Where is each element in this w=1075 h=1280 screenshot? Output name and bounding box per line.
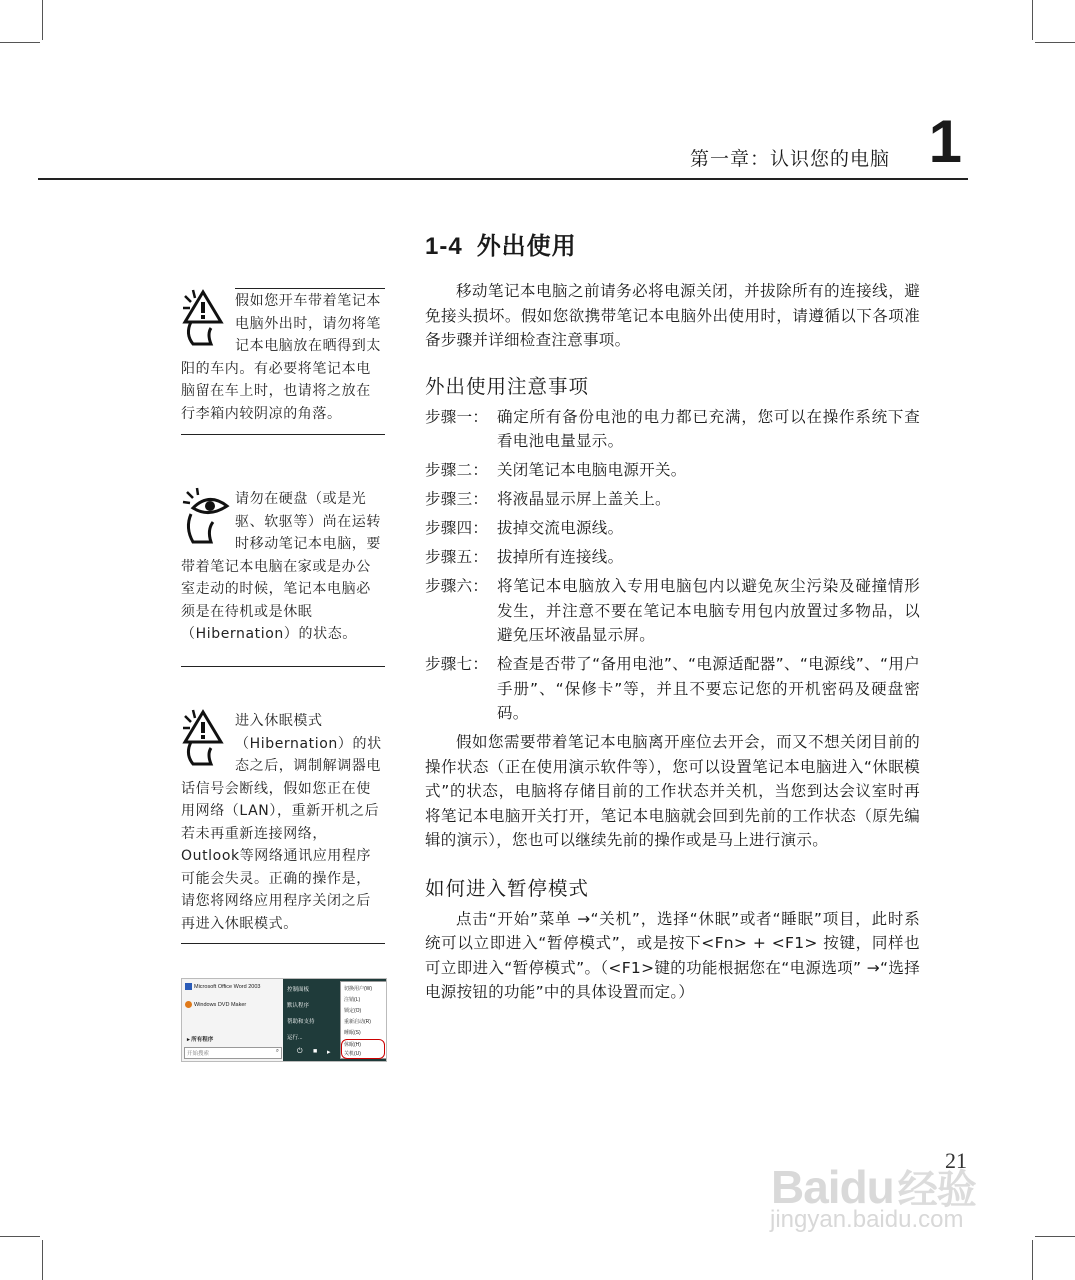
step-label: 步骤二： [425, 461, 489, 479]
section-title-text: 外出使用 [476, 232, 577, 260]
crop-mark [1032, 1240, 1033, 1280]
step-text: 拔掉所有连接线。 [497, 548, 624, 566]
right-link: 运行... [287, 1035, 303, 1041]
page-header [38, 108, 968, 180]
menu-item: 睡眠(S) [344, 1030, 361, 1036]
watermark-url: jingyan.baidu.com [770, 1206, 964, 1233]
start-menu-screenshot [181, 978, 387, 1062]
start-menu-links [283, 979, 386, 1061]
menu-item-highlighted: 休眠(H) [344, 1042, 361, 1048]
chapter-title: 第一章：认识您的电脑 [689, 148, 890, 170]
note-divider [181, 434, 385, 435]
step-text: 拔掉交流电源线。 [497, 519, 624, 537]
suspend-paragraph: 点击“开始”菜单 →“关机”，选择“休眠”或者“睡眠”项目，此时系统可以立即进入“暂停模式”，或是按下<Fn> + <F1> 按键，同样也可立即进入“暂停模式”。（<F1>键的功能根据您在“电源选项” →“选择电源按钮的功能”中的具体设置而定。） [425, 909, 920, 1001]
subsection-title: 如何进入暂停模式 [425, 876, 590, 900]
step-text: 关闭笔记本电脑电源开关。 [497, 461, 687, 479]
main-content [425, 226, 920, 1005]
note-divider [181, 943, 385, 944]
menu-item: 注销(L) [344, 997, 361, 1003]
step-label: 步骤五： [425, 548, 489, 566]
section-number: 1-4 [425, 233, 463, 260]
step-label: 步骤七： [425, 655, 489, 673]
step-item [425, 405, 920, 454]
eye-icon [181, 486, 233, 546]
step-item [425, 458, 920, 483]
crop-mark [42, 0, 43, 40]
step-item [425, 574, 920, 648]
intro-paragraph: 移动笔记本电脑之前请务必将电源关闭，并拔除所有的连接线，避免接头损坏。假如您欲携带笔记本电脑外出使用时，请遵循以下各项准备步骤并详细检查注意事项。 [425, 282, 920, 349]
dvd-maker-icon [185, 1001, 192, 1008]
sidebar-note [181, 708, 385, 944]
right-link: 帮助和支持 [287, 1019, 315, 1025]
menu-item: 重新启动(R) [344, 1019, 371, 1025]
arrow-icon: ▸ [327, 1049, 331, 1056]
program-item: Microsoft Office Word 2003 [194, 983, 261, 990]
note-text: 进入休眠模式（Hibernation）的状态之后，调制解调器电话信号会断线，假如您正在使用网络（LAN），重新开机之后若未再重新连接网络，Outlook等网络通讯应用程序可能会失灵。正确的操作是，请您将网络应用程序关闭之后再进入休眠模式。 [181, 713, 382, 932]
crop-mark [0, 1236, 40, 1237]
crop-mark [1035, 42, 1075, 43]
menu-item: 切换用户(W) [344, 986, 373, 992]
step-text: 将笔记本电脑放入专用电脑包内以避免灰尘污染及碰撞情形发生，并注意不要在笔记本电脑专用包内放置过多物品，以避免压坏液晶显示屏。 [497, 577, 920, 644]
highlight-ring [341, 1039, 385, 1059]
crop-mark [1032, 0, 1033, 40]
subsection-title: 外出使用注意事项 [425, 374, 590, 398]
sidebar-note [181, 288, 385, 435]
step-label: 步骤一： [425, 407, 489, 426]
menu-item: 锁定(O) [344, 1008, 362, 1014]
step-item [425, 516, 920, 541]
all-programs-item: ▸ 所有程序 [187, 1037, 214, 1043]
crop-mark [42, 1240, 43, 1280]
step-item [425, 652, 920, 726]
start-search-box: 开始搜索 ⌕ [184, 1047, 282, 1059]
steps-list [425, 405, 920, 726]
note-divider [181, 666, 385, 667]
warning-icon [181, 288, 233, 348]
step-text: 将液晶显示屏上盖关上。 [497, 490, 671, 508]
power-icon: ⏻ [297, 1048, 303, 1055]
note-top-rule [235, 288, 385, 289]
watermark-logo: Baidu 经验 [771, 1161, 976, 1213]
chapter-number: 1 [928, 108, 962, 175]
crop-mark [1035, 1236, 1075, 1237]
word-icon [185, 983, 192, 990]
step-text: 检查是否带了“备用电池”、“电源适配器”、“电源线”、“用户手册”、“保修卡”等，并且不要忘记您的开机密码及硬盘密码。 [497, 655, 920, 722]
sidebar-note [181, 486, 385, 667]
note-text: 假如您开车带着笔记本电脑外出时，请勿将笔记本电脑放在晒得到太阳的车内。有必要将笔记本电脑留在车上时，也请将之放在行李箱内较阴凉的角落。 [181, 293, 381, 422]
step-text: 确定所有备份电池的电力都已充满，您可以在操作系统下查看电池电量显示。 [497, 407, 920, 450]
search-icon: ⌕ [275, 1048, 279, 1054]
menu-item-highlighted: 关机(U) [344, 1051, 361, 1057]
note-text: 请勿在硬盘（或是光驱、软驱等）尚在运转时移动笔记本电脑，要带着笔记本电脑在家或是办公室走动的时候，笔记本电脑必须是在待机或是休眠（Hibernation）的状态。 [181, 491, 381, 642]
shutdown-submenu [340, 981, 387, 1059]
start-menu-programs [182, 979, 283, 1061]
section-title [425, 226, 920, 261]
hibernate-paragraph: 假如您需要带着笔记本电脑离开座位去开会，而又不想关闭目前的操作状态（正在使用演示软件等），您可以设置笔记本电脑进入“休眠模式”的状态，电脑将存储目前的工作状态并关机，当您到达会议室时再将笔记本电脑开关打开，笔记本电脑就会回到先前的工作状态（原先编辑的演示），您也可以继续先前的操作或是马上进行演示。 [425, 733, 920, 849]
step-item [425, 545, 920, 570]
right-link: 控制面板 [287, 987, 310, 993]
step-label: 步骤四： [425, 519, 489, 537]
program-item: Windows DVD Maker [194, 1001, 247, 1008]
step-label: 步骤六： [425, 577, 489, 595]
page-number: 21 [945, 1148, 967, 1173]
step-item [425, 487, 920, 512]
right-link: 默认程序 [287, 1003, 310, 1009]
step-label: 步骤三： [425, 490, 489, 508]
lock-icon: ■ [313, 1048, 318, 1055]
crop-mark [0, 42, 40, 43]
warning-icon [181, 708, 233, 768]
